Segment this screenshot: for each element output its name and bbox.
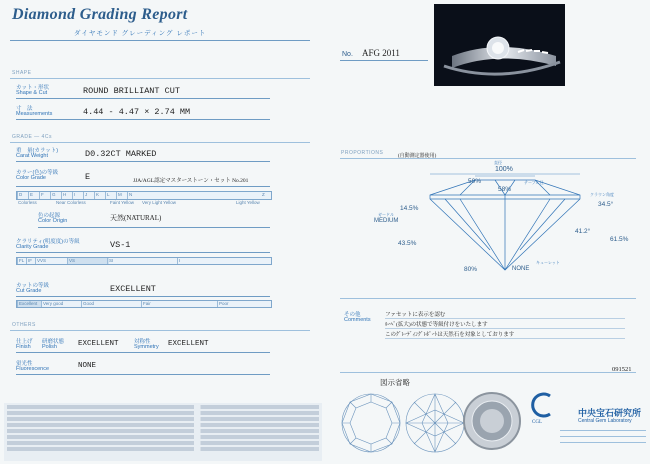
crown-height: 14.5% — [400, 205, 419, 212]
diameter-label: 直径 — [494, 160, 502, 165]
clarity-step: VS — [67, 258, 109, 264]
auto-measure-note: (自動測定器使用) — [398, 154, 437, 159]
issuer-logo-text: CGL — [532, 420, 542, 425]
measurements-jp: 寸 法 — [16, 106, 33, 112]
comment-rule — [385, 318, 625, 319]
comments-jp: その他 — [344, 312, 361, 318]
comment-line: ﾙｰﾍﾟ(拡大)の状態で等級付けをいたします — [385, 322, 488, 328]
color-scale-label: Light Yellow — [236, 200, 260, 205]
clarity-jp: クラリティ(明度度)の等級 — [16, 239, 80, 245]
report-subtitle: ダイヤモンド グレーディング レポート — [74, 30, 207, 37]
crown-angle-label: クラウン角度 — [590, 192, 614, 197]
shape-cut-jp: カット・形状 — [16, 85, 49, 91]
title-rule — [10, 40, 310, 41]
polish-value: EXCELLENT — [78, 340, 119, 348]
polish-rule — [16, 352, 270, 353]
symmetry-jp: 対称性 — [134, 339, 151, 345]
clarity-step: SI — [107, 258, 179, 264]
plot-rule — [340, 372, 636, 373]
carat-jp: 重 量(カラット) — [16, 148, 59, 154]
diameter-total: 100% — [495, 166, 513, 173]
report-no-value: AFG 2011 — [362, 48, 400, 58]
culet-label: キューレット — [536, 260, 560, 265]
cut-step: Good — [83, 301, 95, 306]
ring-photo — [434, 4, 565, 86]
table-label: テーブル径 — [524, 180, 544, 185]
color-en: Color Grade — [16, 175, 46, 181]
finish-en: Finish — [16, 344, 31, 350]
comment-line: ファセットに表示を認む — [385, 312, 446, 318]
culet-value: NONE — [512, 266, 530, 272]
color-scale-label: Colorless — [18, 200, 37, 205]
lower-half: 80% — [464, 266, 478, 273]
color-letter: J — [85, 192, 88, 197]
color-letter: N — [129, 192, 133, 197]
table-percent: 50% — [468, 178, 482, 185]
master-stone-note: JJA/AGL認定マスターストーン・セット No.201 — [133, 178, 249, 184]
origin-en: Color Origin — [38, 218, 68, 224]
color-letter: Z — [262, 192, 265, 197]
symmetry-value: EXCELLENT — [168, 340, 209, 348]
proportions-rule — [340, 158, 636, 159]
clarity-step: FL — [19, 258, 25, 263]
section-proportions: PROPORTIONS — [341, 150, 384, 156]
issuer-address-rule — [560, 442, 646, 443]
comments-top-rule — [340, 298, 636, 299]
crown-plot-diagram — [340, 392, 402, 454]
clarity-scale — [16, 257, 272, 265]
shape-cut-value: ROUND BRILLIANT CUT — [83, 86, 180, 96]
cut-en: Cut Grade — [16, 288, 42, 294]
color-jp: カラー(色)の等級 — [16, 170, 59, 176]
lab-seal-icon — [462, 391, 522, 451]
fluorescence-value: NONE — [78, 362, 97, 370]
cgl-logo-icon — [528, 392, 556, 418]
carat-rule — [16, 161, 270, 162]
measurements-en: Measurements — [16, 111, 53, 117]
origin-jp: 色の起源 — [38, 213, 61, 219]
color-letter: G — [52, 192, 56, 197]
color-scale-label: Faint Yellow — [110, 200, 135, 205]
carat-en: Carat Weight — [16, 153, 48, 159]
comment-rule — [385, 338, 625, 339]
color-letter: D — [19, 192, 23, 197]
cut-rule — [16, 296, 270, 297]
cut-step: Fair — [143, 301, 151, 306]
plot-caption: 図示省略 — [380, 378, 410, 387]
cut-scale — [16, 300, 272, 308]
girdle-label: ガードル — [378, 212, 394, 217]
shape-rule — [10, 78, 310, 79]
clarity-rule — [16, 252, 270, 253]
cut-step: Very good — [43, 301, 64, 306]
polish-en: Polish — [42, 344, 57, 350]
total-depth: 61.5% — [610, 236, 629, 243]
clarity-value: VS-1 — [110, 240, 131, 250]
color-rule — [16, 186, 270, 187]
grade-rule — [10, 142, 310, 143]
depth-percent: 58% — [498, 186, 512, 193]
girdle-value: MEDIUM — [374, 218, 399, 224]
section-grade: GRADE — 4Cs — [12, 134, 52, 140]
measurements-rule — [16, 119, 270, 120]
symmetry-en: Symmetry — [134, 344, 159, 350]
comment-line: このｸﾞﾚｰﾃﾞｨﾝｸﾞﾚﾎﾟｰﾄは天然石を対象としております — [385, 332, 515, 338]
polish-jp: 研磨状態 — [42, 339, 65, 345]
comments-en: Comments — [344, 317, 371, 323]
fluorescence-jp: 蛍光性 — [16, 361, 33, 367]
color-letter: F — [41, 192, 44, 197]
comment-rule — [385, 328, 625, 329]
others-rule — [10, 330, 310, 331]
cut-step: Excellent — [17, 301, 41, 307]
crown-angle: 34.5° — [598, 201, 614, 208]
section-shape: SHAPE — [12, 70, 32, 76]
cut-value: EXCELLENT — [110, 284, 156, 294]
color-letter: I — [74, 192, 76, 197]
issuer-address-rule — [560, 436, 646, 437]
shape-cut-rule — [16, 98, 270, 99]
fluorescence-rule — [16, 374, 270, 375]
report-title: Diamond Grading Report — [12, 6, 188, 23]
finish-jp: 仕上げ — [16, 339, 33, 345]
measurements-value: 4.44 - 4.47 × 2.74 MM — [83, 107, 191, 117]
color-letter: E — [30, 192, 34, 197]
color-letter: H — [63, 192, 67, 197]
origin-rule — [38, 227, 270, 228]
origin-value: 天然(NATURAL) — [110, 214, 162, 222]
issuer-name-en: Central Gem Laboratory — [578, 418, 632, 424]
ring-image — [434, 4, 565, 86]
issuer-name-jp: 中央宝石研究所 — [578, 408, 642, 418]
carat-value: D0.32CT MARKED — [85, 149, 157, 159]
clarity-step: VVS — [35, 258, 67, 264]
color-value: E — [85, 172, 91, 182]
shape-cut-en: Shape & Cut — [16, 90, 48, 96]
color-letter: L — [107, 192, 110, 197]
pavilion-depth: 43.5% — [398, 240, 417, 247]
issuer-code: 091521 — [612, 366, 632, 373]
report-no-rule — [340, 60, 428, 61]
cut-step: Poor — [219, 301, 229, 306]
cut-jp: カットの等級 — [16, 283, 49, 289]
color-letter: M — [118, 192, 122, 197]
report-no-label: No. — [342, 51, 353, 58]
section-others: OTHERS — [12, 322, 36, 328]
color-scale-label: Very Light Yellow — [142, 200, 177, 205]
fine-print — [4, 403, 322, 461]
clarity-step: I — [179, 258, 181, 263]
fluorescence-en: Fluorescence — [16, 366, 50, 372]
pavilion-angle: 41.2° — [575, 228, 591, 235]
clarity-en: Clarity Grade — [16, 244, 49, 250]
color-letter: K — [96, 192, 100, 197]
clarity-step: IF — [28, 258, 32, 263]
pavilion-plot-diagram — [404, 392, 466, 454]
issuer-address-rule — [560, 430, 646, 431]
color-scale — [16, 191, 272, 200]
color-scale-label: Near Colorless — [56, 200, 86, 205]
